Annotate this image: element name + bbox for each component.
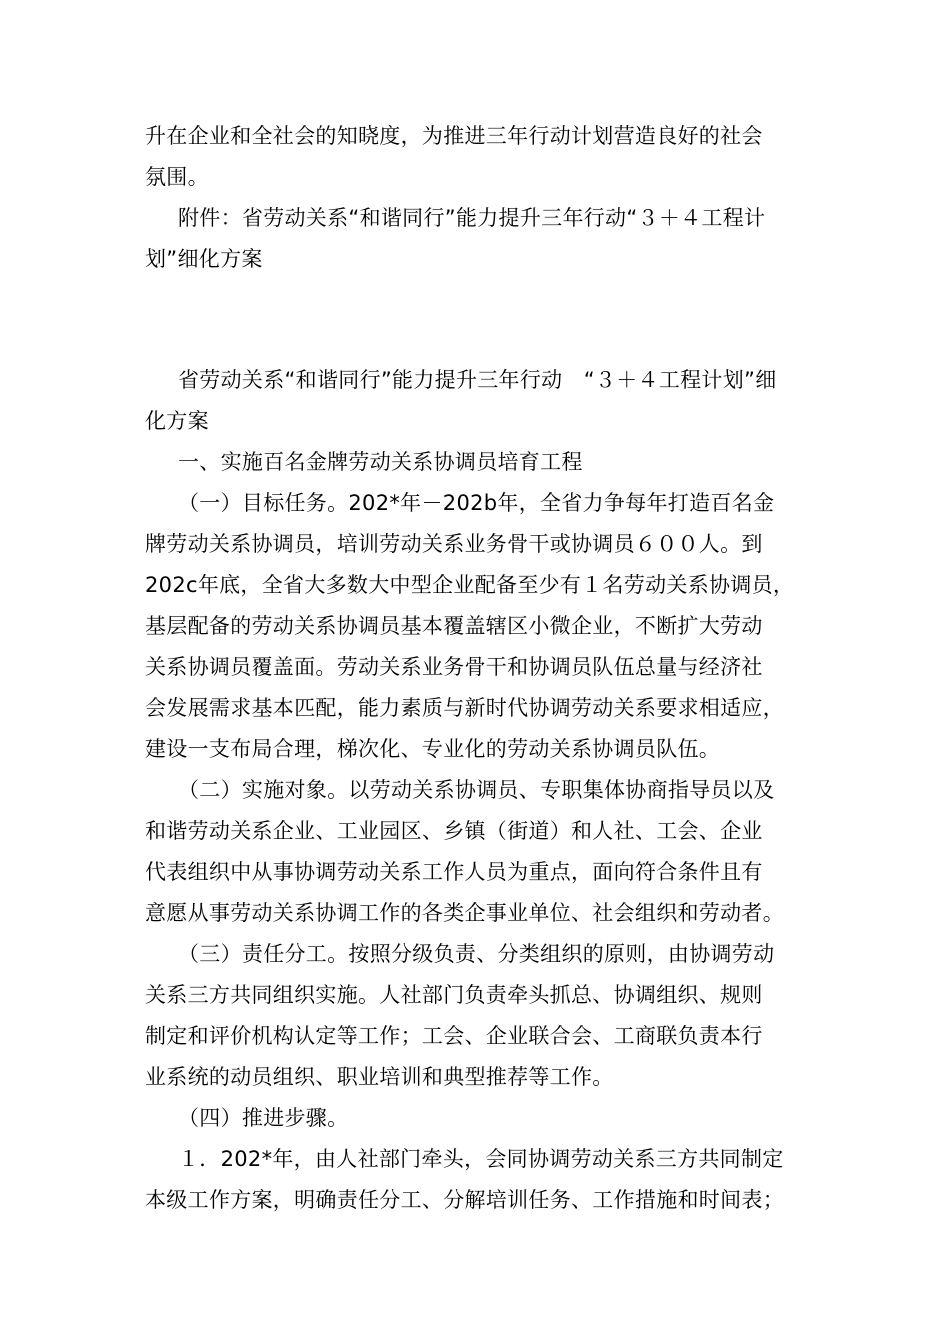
paragraph-line: 和谐劳动关系企业、工业园区、乡镇（街道）和人社、工会、企业: [145, 819, 763, 843]
section-title: 化方案: [145, 409, 209, 433]
paragraph-line: 202c年底，全省大多数大中型企业配备至少有１名劳动关系协调员，: [145, 573, 795, 597]
paragraph-line: 代表组织中从事协调劳动关系工作人员为重点，面向符合条件且有: [145, 860, 763, 884]
paragraph-line: 牌劳动关系协调员，培训劳动关系业务骨干或协调员６００人。到: [145, 532, 763, 556]
paragraph-line: １．202*年，由人社部门牵头，会同协调劳动关系三方共同制定: [178, 1147, 784, 1171]
paragraph-line: 业系统的动员组织、职业培训和典型推荐等工作。: [145, 1065, 614, 1089]
paragraph-line: 本级工作方案，明确责任分工、分解培训任务、工作措施和时间表；: [145, 1188, 784, 1212]
heading: 一、实施百名金牌劳动关系协调员培育工程: [178, 450, 583, 474]
attachment-line: 附件：省劳动关系“和谐同行”能力提升三年行动“３＋４工程计: [178, 206, 766, 230]
paragraph-line: （三）责任分工。按照分级负责、分类组织的原则，由协调劳动: [178, 942, 775, 966]
paragraph-line: 会发展需求基本匹配，能力素质与新时代协调劳动关系要求相适应，: [145, 696, 784, 720]
paragraph-line: 基层配备的劳动关系协调员基本覆盖辖区小微企业，不断扩大劳动: [145, 614, 763, 638]
section-title: 省劳动关系“和谐同行”能力提升三年行动 “３＋４工程计划”细: [178, 368, 777, 392]
text-line: 升在企业和全社会的知晓度，为推进三年行动计划营造良好的社会: [145, 124, 763, 148]
paragraph-line: 关系三方共同组织实施。人社部门负责牵头抓总、协调组织、规则: [145, 983, 763, 1007]
paragraph-line: 意愿从事劳动关系协调工作的各类企事业单位、社会组织和劳动者。: [145, 901, 784, 925]
paragraph-line: 建设一支布局合理，梯次化、专业化的劳动关系协调员队伍。: [145, 737, 721, 761]
subheading: （四）推进步骤。: [178, 1106, 349, 1130]
paragraph-line: 制定和评价机构认定等工作；工会、企业联合会、工商联负责本行: [145, 1024, 763, 1048]
paragraph-line: 关系协调员覆盖面。劳动关系业务骨干和协调员队伍总量与经济社: [145, 655, 763, 679]
text-line: 氛围。: [145, 165, 209, 189]
paragraph-line: （一）目标任务。202*年－202b年，全省力争每年打造百名金: [178, 491, 775, 515]
paragraph-line: （二）实施对象。以劳动关系协调员、专职集体协商指导员以及: [178, 778, 775, 802]
text-line: 划”细化方案: [145, 247, 263, 271]
